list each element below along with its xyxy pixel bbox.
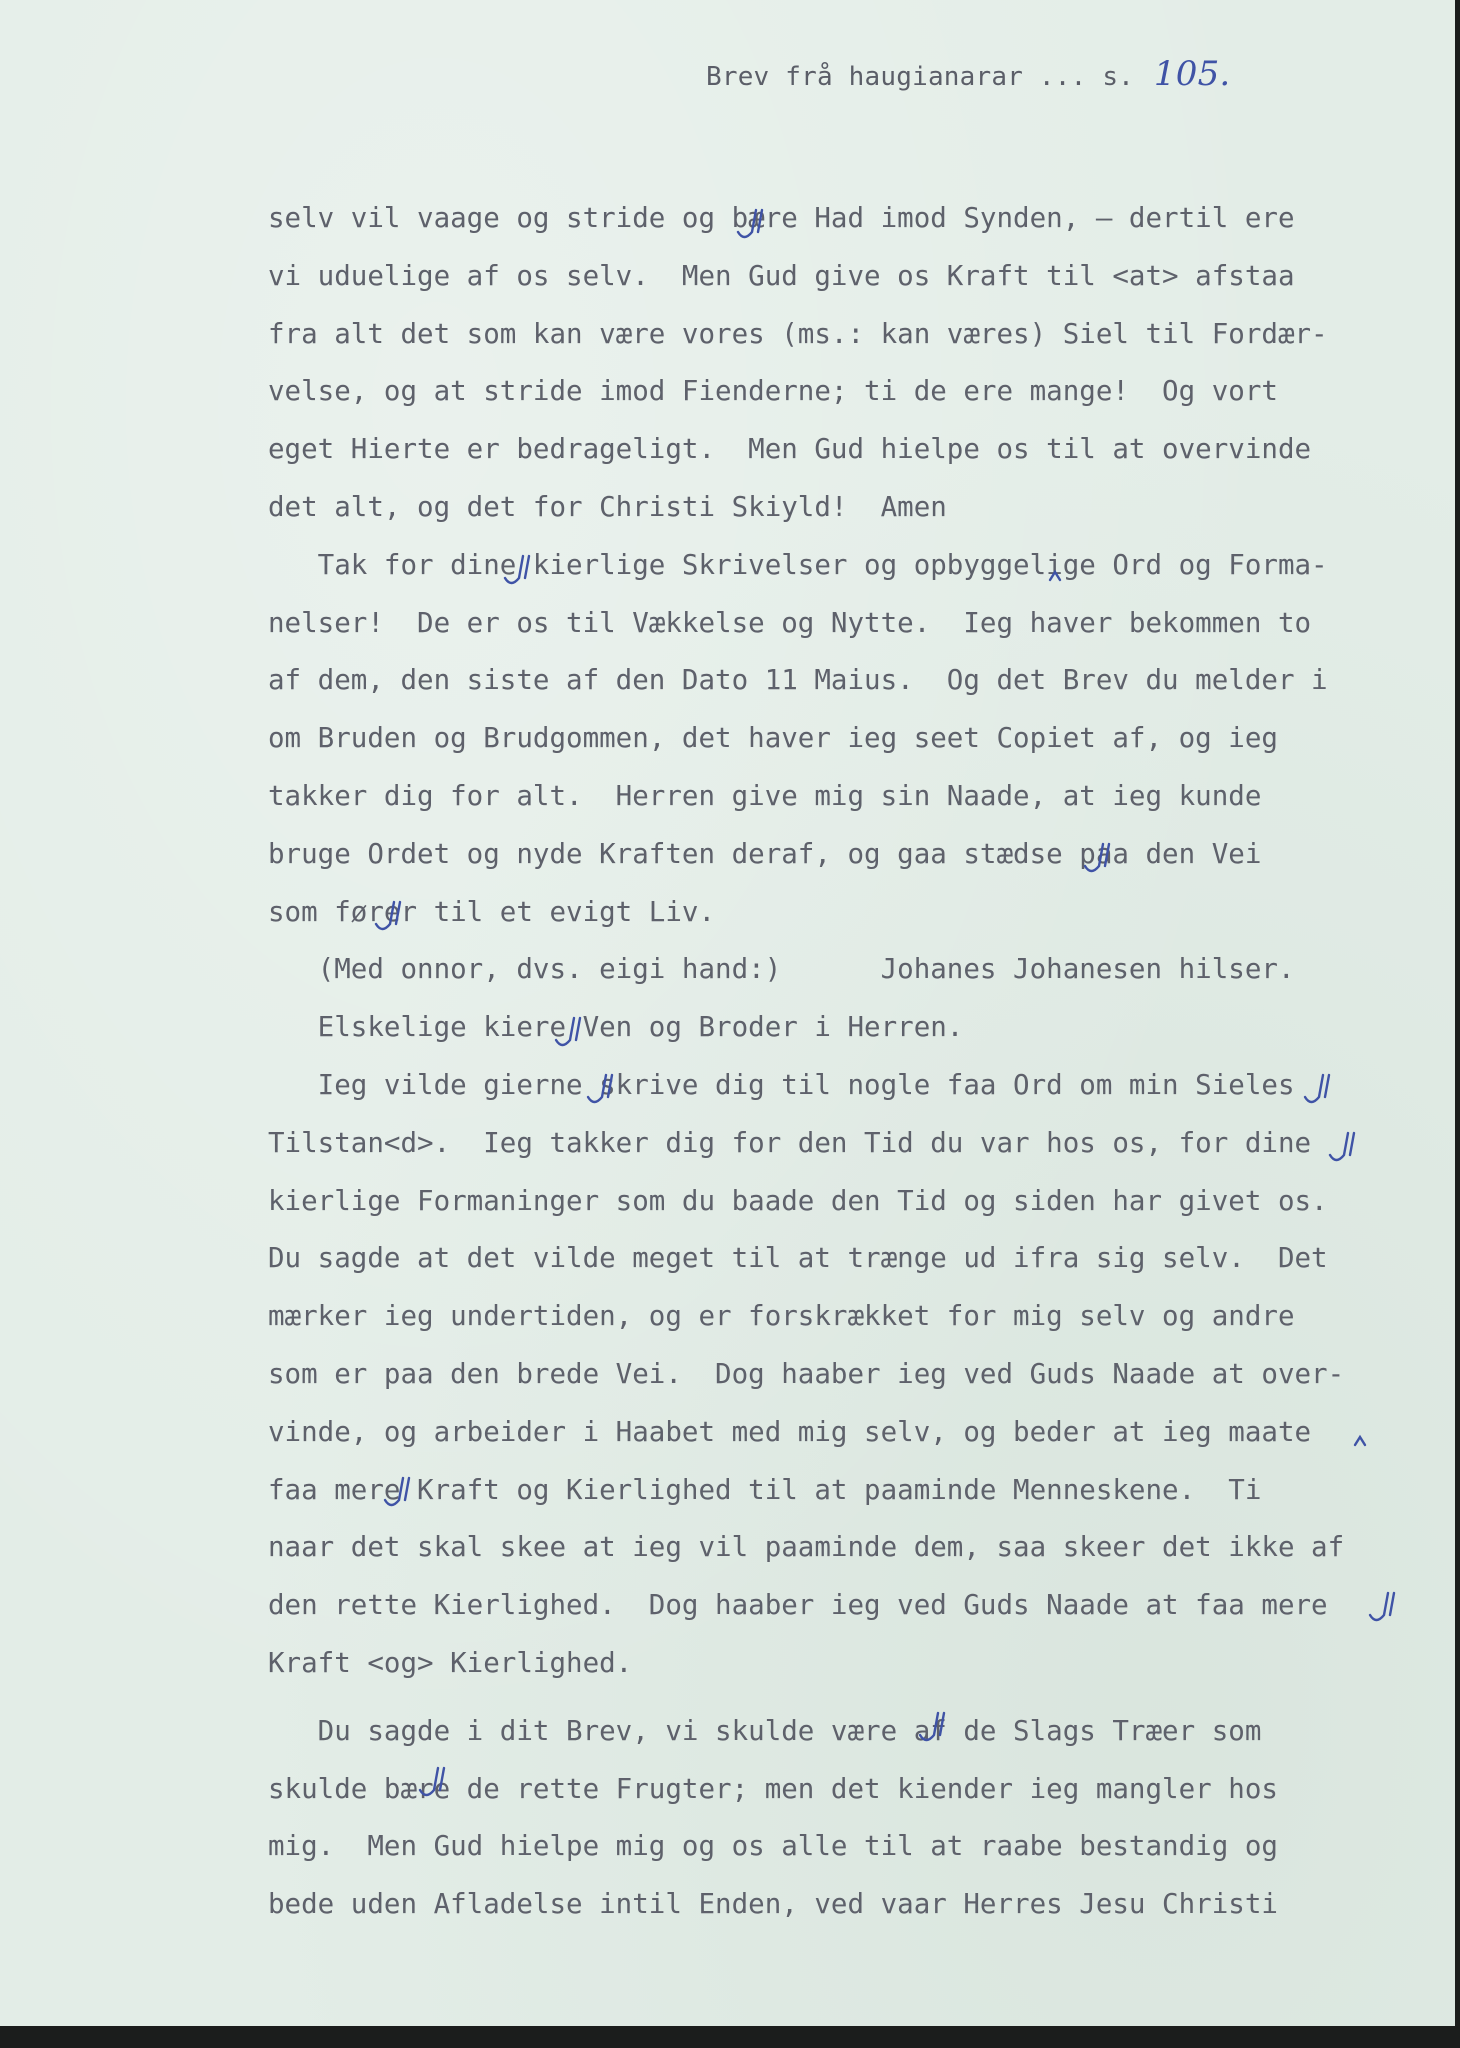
text-line: om Bruden og Brudgommen, det haver ieg seet Copiet af, og ieg xyxy=(268,722,1278,755)
text-line: eget Hierte er bedrageligt. Men Gud hielpe os til at overvinde xyxy=(268,433,1312,466)
text-line: faa mere Kraft og Kierlighed til at paaminde Menneskene. Ti xyxy=(268,1473,1262,1506)
text-line: nelser! De er os til Vækkelse og Nytte. Ieg haver bekommen to xyxy=(268,606,1312,639)
text-line: Du sagde i dit Brev, vi skulde være af de Slags Træer som xyxy=(268,1714,1262,1747)
text-line: velse, og at stride imod Fienderne; ti de ere mange! Og vort xyxy=(268,375,1278,408)
text-line: mig. Men Gud hielpe mig og os alle til at raabe bestandig og xyxy=(268,1830,1278,1863)
text-line: Tak for dine kierlige Skrivelser og opbyggelige Ord og Forma- xyxy=(268,548,1328,581)
header-text: Brev frå haugianarar ... s. xyxy=(706,62,1135,92)
text-line: det alt, og det for Christi Skiyld! Amen xyxy=(268,490,947,523)
text-line: Elskelige kiere Ven og Broder i Herren. xyxy=(268,1011,964,1044)
page-header xyxy=(706,54,1230,94)
text-line: fra alt det som kan være vores (ms.: kan væres) Siel til Fordær- xyxy=(268,317,1328,350)
text-line: Ieg vilde gierne skrive dig til nogle faa Ord om min Sieles xyxy=(268,1068,1295,1101)
text-line: vi uduelige af os selv. Men Gud give os Kraft til <at> afstaa xyxy=(268,259,1295,292)
letter-body xyxy=(268,190,1408,1934)
text-line: naar det skal skee at ieg vil paaminde dem, saa skeer det ikke af xyxy=(268,1531,1345,1564)
text-line: bede uden Afladelse intil Enden, ved vaar Herres Jesu Christi xyxy=(268,1888,1278,1921)
text-line: selv vil vaage og stride og bære Had imod Synden, — dertil ere xyxy=(268,202,1295,234)
text-line: Tilstan<d>. Ieg takker dig for den Tid du var hos os, for dine xyxy=(268,1126,1312,1159)
text-line: Kraft <og> Kierlighed. xyxy=(268,1646,633,1679)
text-line: mærker ieg undertiden, og er forskrækket for mig selv og andre xyxy=(268,1300,1295,1333)
text-line: den rette Kierlighed. Dog haaber ieg ved Guds Naade at faa mere xyxy=(268,1589,1328,1622)
text-line: som er paa den brede Vei. Dog haaber ieg ved Guds Naade at over- xyxy=(268,1357,1345,1390)
text-line: bruge Ordet og nyde Kraften deraf, og gaa stædse paa den Vei xyxy=(268,837,1262,870)
text-line: af dem, den siste af den Dato 11 Maius. Og det Brev du melder i xyxy=(268,664,1328,697)
page-number: 105. xyxy=(1153,54,1231,94)
text-line: takker dig for alt. Herren give mig sin Naade, at ieg kunde xyxy=(268,779,1262,812)
text-line: Du sagde at det vilde meget til at trænge ud ifra sig selv. Det xyxy=(268,1242,1328,1275)
paragraph-gap xyxy=(268,1693,1408,1703)
text-line: kierlige Formaninger som du baade den Tid og siden har givet os. xyxy=(268,1184,1328,1217)
text-line: skulde bære de rette Frugter; men det kiender ieg mangler hos xyxy=(268,1772,1278,1805)
text-line: (Med onnor, dvs. eigi hand:) Johanes Johanesen hilser. xyxy=(268,953,1295,986)
text-line: som fører til et evigt Liv. xyxy=(268,895,716,928)
text-line: vinde, og arbeider i Haabet med mig selv, og beder at ieg maate xyxy=(268,1415,1312,1448)
